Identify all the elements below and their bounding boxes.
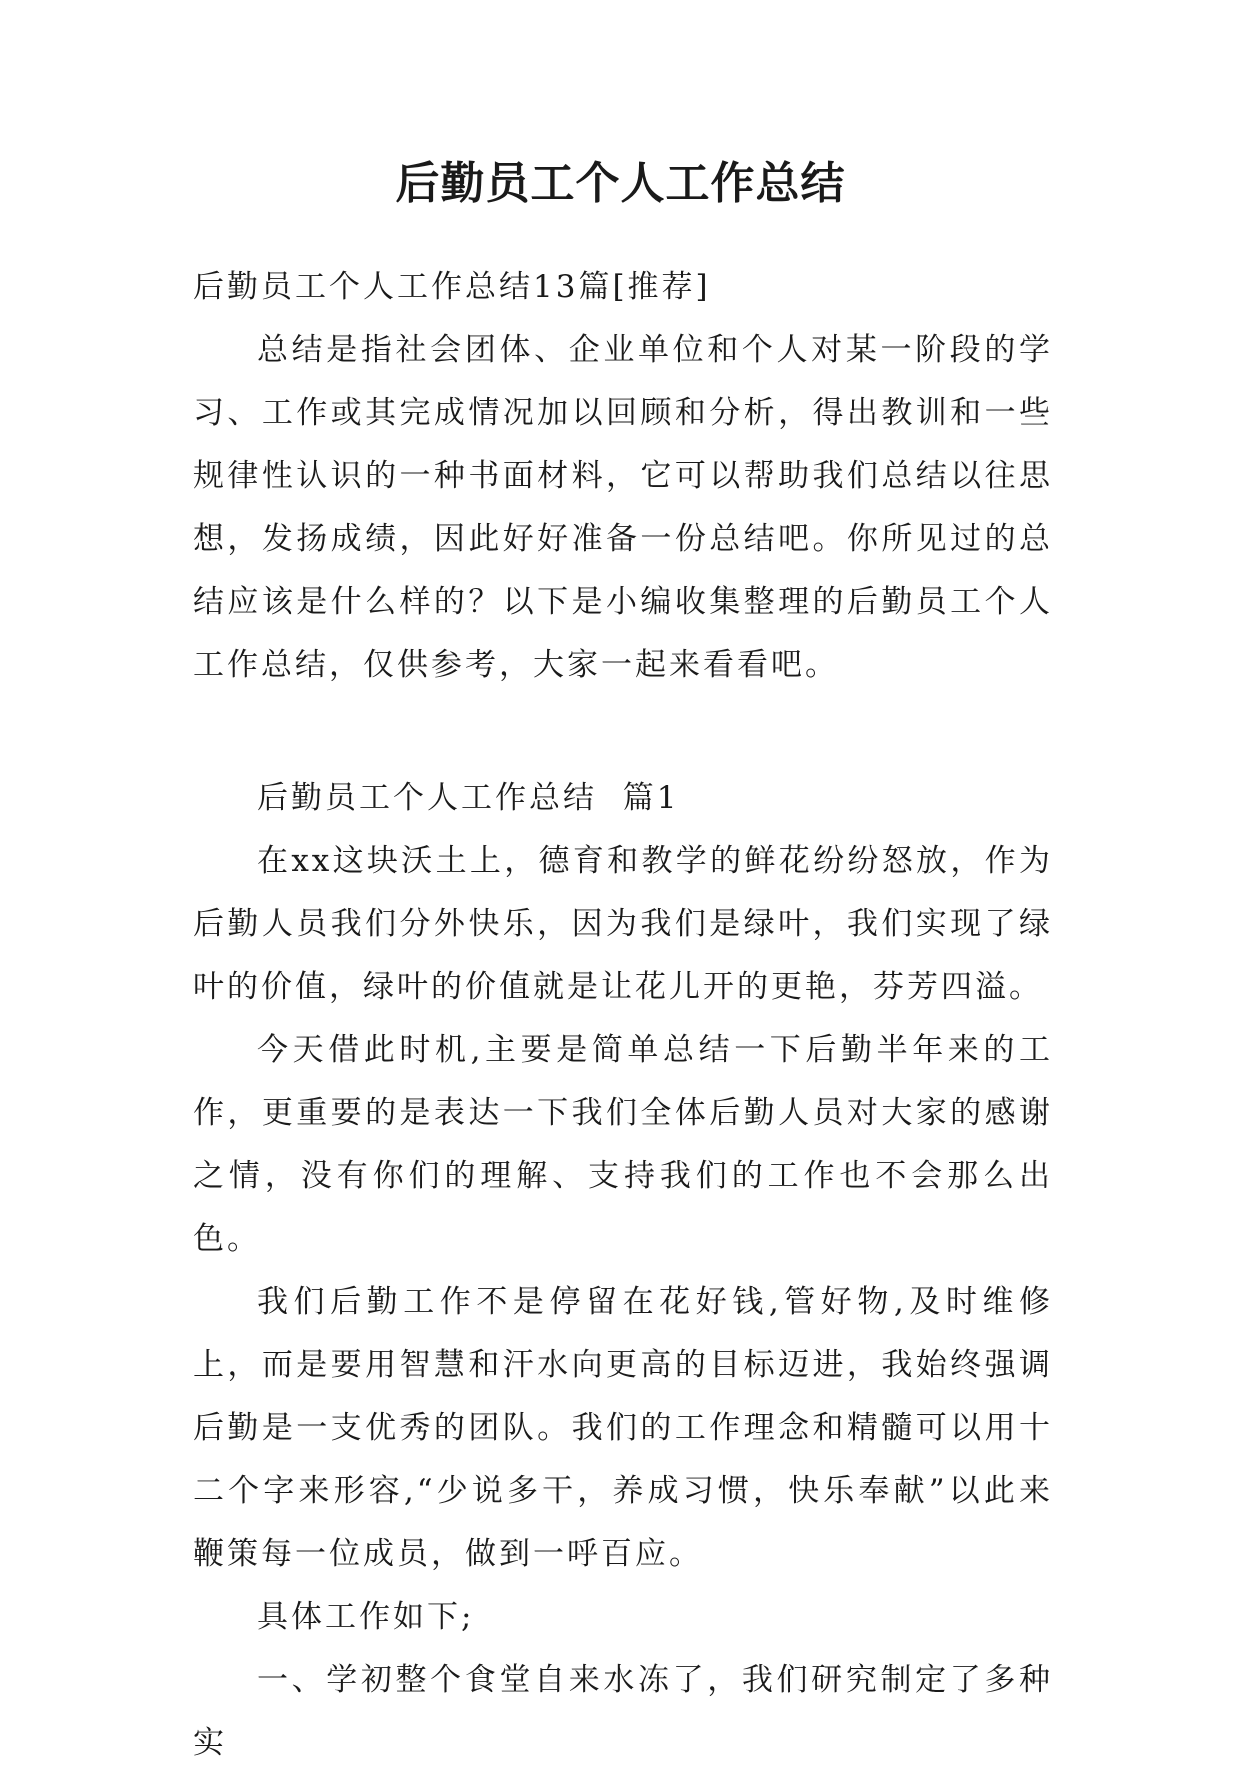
document-subtitle: 后勤员工个人工作总结13篇[推荐] xyxy=(193,269,711,305)
section-paragraph: 一、学初整个食堂自来水冻了，我们研究制定了多种实 xyxy=(193,1662,1053,1761)
document-body xyxy=(193,256,1053,1775)
section-paragraph: 具体工作如下; xyxy=(257,1599,475,1635)
section-heading: 后勤员工个人工作总结 篇1 xyxy=(257,780,680,816)
section-paragraph: 今天借此时机,主要是简单总结一下后勤半年来的工作，更重要的是表达一下我们全体后勤人员对大家的感谢之情，没有你们的理解、支持我们的工作也不会那么出色。 xyxy=(193,1032,1053,1257)
section-paragraph: 在xx这块沃土上，德育和教学的鲜花纷纷怒放，作为后勤人员我们分外快乐，因为我们是绿叶，我们实现了绿叶的价值，绿叶的价值就是让花儿开的更艳，芬芳四溢。 xyxy=(193,843,1053,1005)
document-title: 后勤员工个人工作总结 xyxy=(395,158,846,209)
intro-paragraph: 总结是指社会团体、企业单位和个人对某一阶段的学习、工作或其完成情况加以回顾和分析，得出教训和一些规律性认识的一种书面材料，它可以帮助我们总结以往思想，发扬成绩，因此好好准备一份总结吧。你所见过的总结应该是什么样的？以下是小编收集整理的后勤员工个人工作总结，仅供参考，大家一起来看看吧。 xyxy=(193,332,1053,683)
section-paragraph: 我们后勤工作不是停留在花好钱,管好物,及时维修上，而是要用智慧和汗水向更高的目标迈进，我始终强调后勤是一支优秀的团队。我们的工作理念和精髓可以用十二个字来形容,“少说多干，养成习惯，快乐奉献”以此来鞭策每一位成员，做到一呼百应。 xyxy=(193,1284,1053,1572)
